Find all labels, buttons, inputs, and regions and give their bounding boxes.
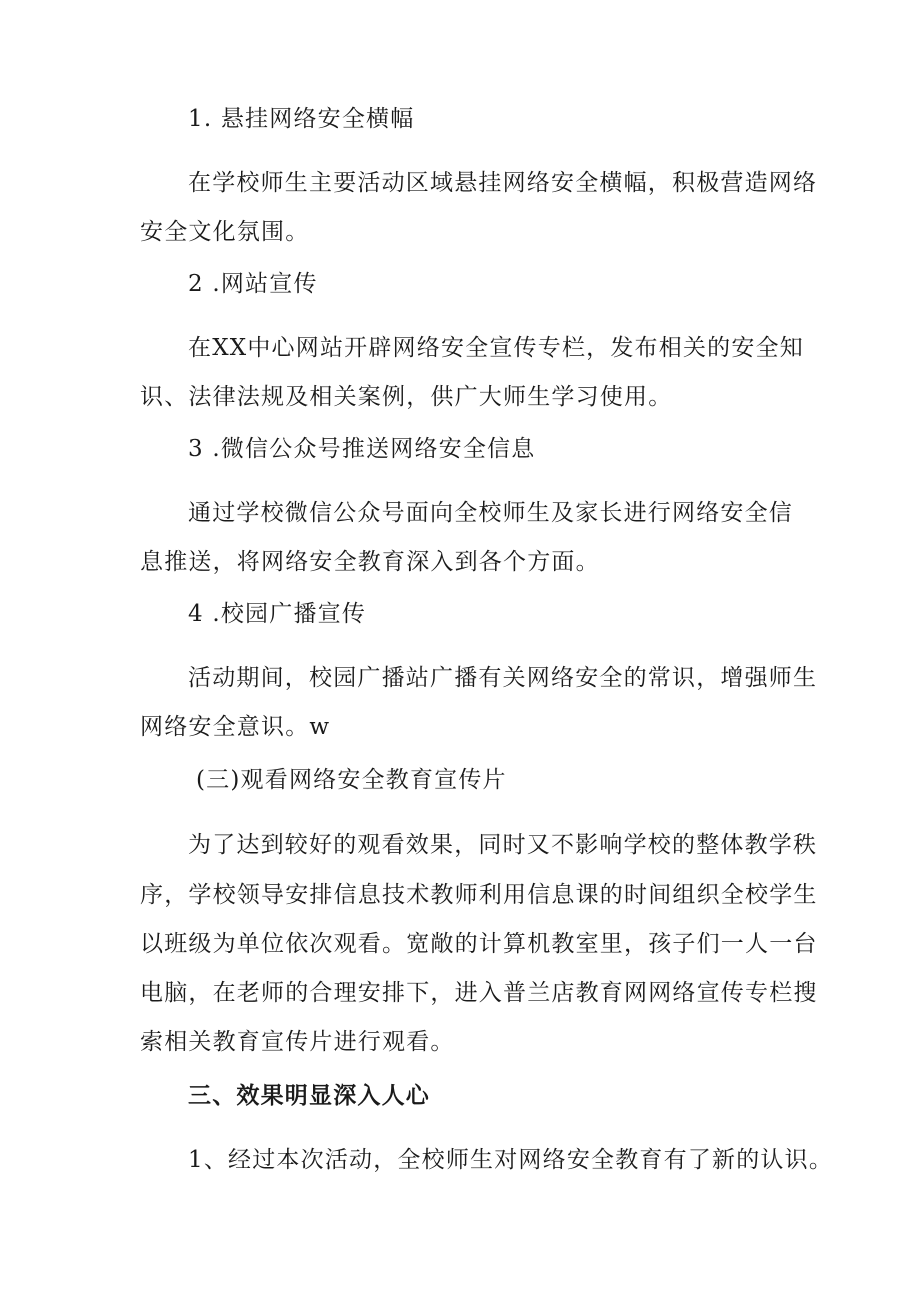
heading-website: 2 .网站宣传	[188, 271, 318, 297]
paragraph-video-line-5: 索相关教育宣传片进行观看。	[140, 1029, 455, 1055]
paragraph-wechat-line-1: 通过学校微信公众号面向全校师生及家长进行网络安全信	[188, 500, 793, 526]
heading-broadcast: 4 .校园广播宣传	[188, 601, 367, 627]
heading-wechat: 3 .微信公众号推送网络安全信息	[188, 436, 536, 462]
chapter-heading-results: 三、效果明显深入人心	[188, 1082, 430, 1109]
paragraph-video-line-3: 以班级为单位依次观看。宽敞的计算机教室里，孩子们一人一台	[140, 931, 818, 957]
paragraph-broadcast-line-2: 网络安全意识。w	[140, 714, 331, 740]
section-heading-video: (三)观看网络安全教育宣传片	[196, 767, 507, 793]
paragraph-video-line-4: 电脑，在老师的合理安排下，进入普兰店教育网网络宣传专栏搜	[140, 980, 818, 1006]
heading-banner: 1. 悬挂网络安全横幅	[188, 106, 415, 132]
paragraph-broadcast-line-1: 活动期间，校园广播站广播有关网络安全的常识，增强师生	[188, 665, 818, 691]
paragraph-video-line-2: 序，学校领导安排信息技术教师利用信息课的时间组织全校学生	[140, 882, 818, 908]
paragraph-website-line-2: 识、法律法规及相关案例，供广大师生学习使用。	[140, 384, 673, 410]
paragraph-wechat-line-2: 息推送，将网络安全教育深入到各个方面。	[140, 549, 600, 575]
paragraph-banner-line-2: 安全文化氛围。	[140, 219, 310, 245]
paragraph-website-line-1: 在XX中心网站开辟网络安全宣传专栏，发布相关的安全知	[188, 335, 804, 361]
paragraph-results-line-1: 1、经过本次活动，全校师生对网络安全教育有了新的认识。	[188, 1147, 834, 1173]
paragraph-video-line-1: 为了达到较好的观看效果，同时又不影响学校的整体教学秩	[188, 832, 818, 858]
paragraph-banner-line-1: 在学校师生主要活动区域悬挂网络安全横幅，积极营造网络	[188, 170, 818, 196]
